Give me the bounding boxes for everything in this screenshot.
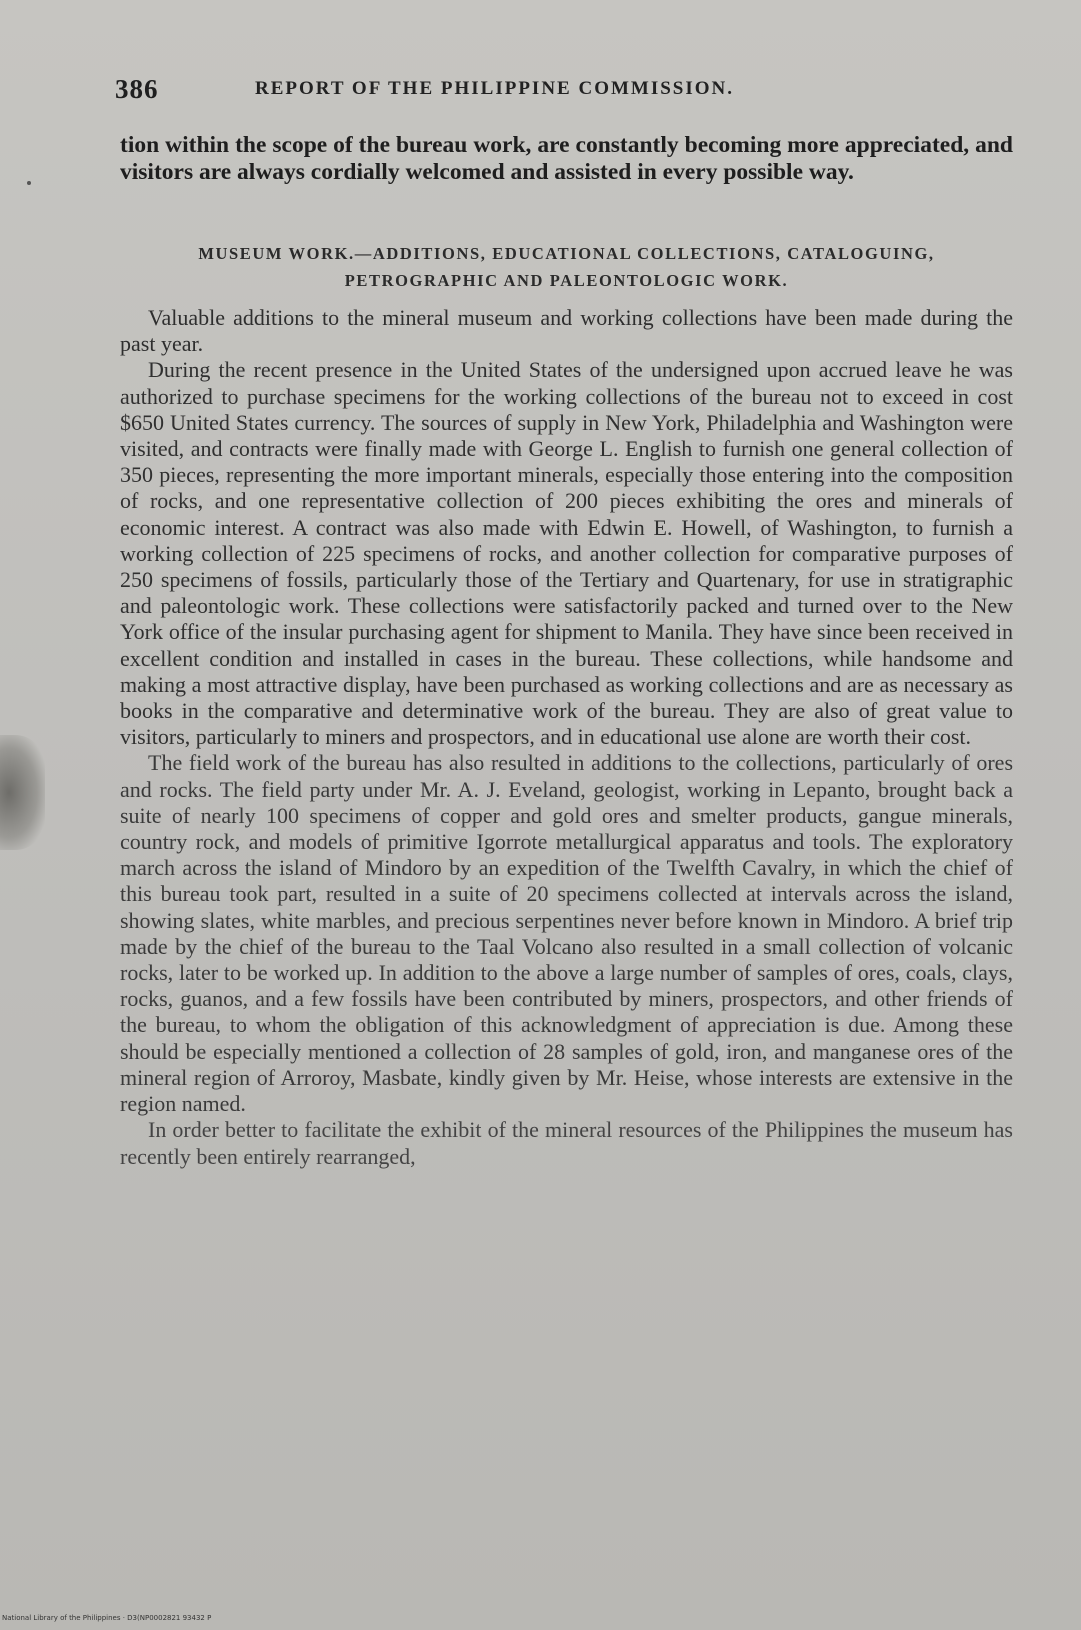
continuation-paragraph: tion within the scope of the bureau work, are constantly becoming more appreciated, and visitors are always cordially welcomed and assisted in every possible way.	[120, 132, 1013, 185]
page-number: 386	[115, 74, 159, 104]
paragraph-rearrangement: In order better to facilitate the exhibit of the mineral resources of the Philippines the museum has recently been entirely rearranged,	[120, 1117, 1013, 1169]
section-heading: MUSEUM WORK.—ADDITIONS, EDUCATIONAL COLLECTIONS, CATALOGUING, PETROGRAPHIC AND PALEONTOLOGIC WORK.	[198, 244, 935, 290]
page-header	[115, 74, 1015, 114]
paragraph-additions: Valuable additions to the mineral museum and working collections have been made during the past year.	[120, 305, 1013, 357]
paper-speck	[27, 181, 31, 185]
paragraph-field-work: The field work of the bureau has also resulted in additions to the collections, particularly of ores and rocks. The field party under Mr. A. J. Eveland, geologist, working in Lepanto, brought back a suite of nearly 100 specimens of copper and gold ores and smelter products, gangue minerals, country rock, and models of primitive Igorrote metallurgical apparatus and tools. The exploratory march across the island of Mindoro by an expedition of the Twelfth Cavalry, in which the chief of this bureau took part, resulted in a suite of 20 specimens collected at intervals across the island, showing slates, white marbles, and precious serpentines never before known in Mindoro. A brief trip made by the chief of the bureau to the Taal Volcano also resulted in a small collection of volcanic rocks, later to be worked up. In addition to the above a large number of samples of ores, coals, clays, rocks, guanos, and a few fossils have been contributed by miners, prospectors, and other friends of the bureau, to whom the obligation of this acknowledgment of appreciation is due. Among these should be especially mentioned a collection of 28 samples of gold, iron, and manganese ores of the mineral region of Arroroy, Masbate, kindly given by Mr. Heise, whose interests are extensive in the region named.	[120, 750, 1013, 1117]
scan-credit: National Library of the Philippines · D3(NP0002821 93432 P	[2, 1614, 212, 1622]
running-head: REPORT OF THE PHILIPPINE COMMISSION.	[255, 78, 735, 99]
scanner-thumb-shadow	[0, 735, 45, 850]
body-paragraphs	[120, 305, 1013, 1170]
paragraph-purchases: During the recent presence in the United States of the undersigned upon accrued leave he was authorized to purchase specimens for the working collections of the bureau not to exceed in cost $650 United States currency. The sources of supply in New York, Philadelphia and Washington were visited, and contracts were finally made with George L. English to furnish one general collection of 350 pieces, representing the more important minerals, especially those entering into the composition of rocks, and one representative collection of 200 pieces exhibiting the ores and minerals of economic interest. A contract was also made with Edwin E. Howell, of Washington, to furnish a working collection of 225 specimens of rocks, and another collection for comparative purposes of 250 specimens of fossils, particularly those of the Tertiary and Quartenary, for use in stratigraphic and paleontologic work. These collections were satisfactorily packed and turned over to the New York office of the insular purchasing agent for shipment to Manila. They have since been received in excellent condition and installed in cases in the bureau. These collections, while handsome and making a most attractive display, have been purchased as working collections and are as necessary as books in the comparative and determinative work of the bureau. They are also of great value to visitors, particularly to miners and prospectors, and in educational use alone are worth their cost.	[120, 357, 1013, 750]
